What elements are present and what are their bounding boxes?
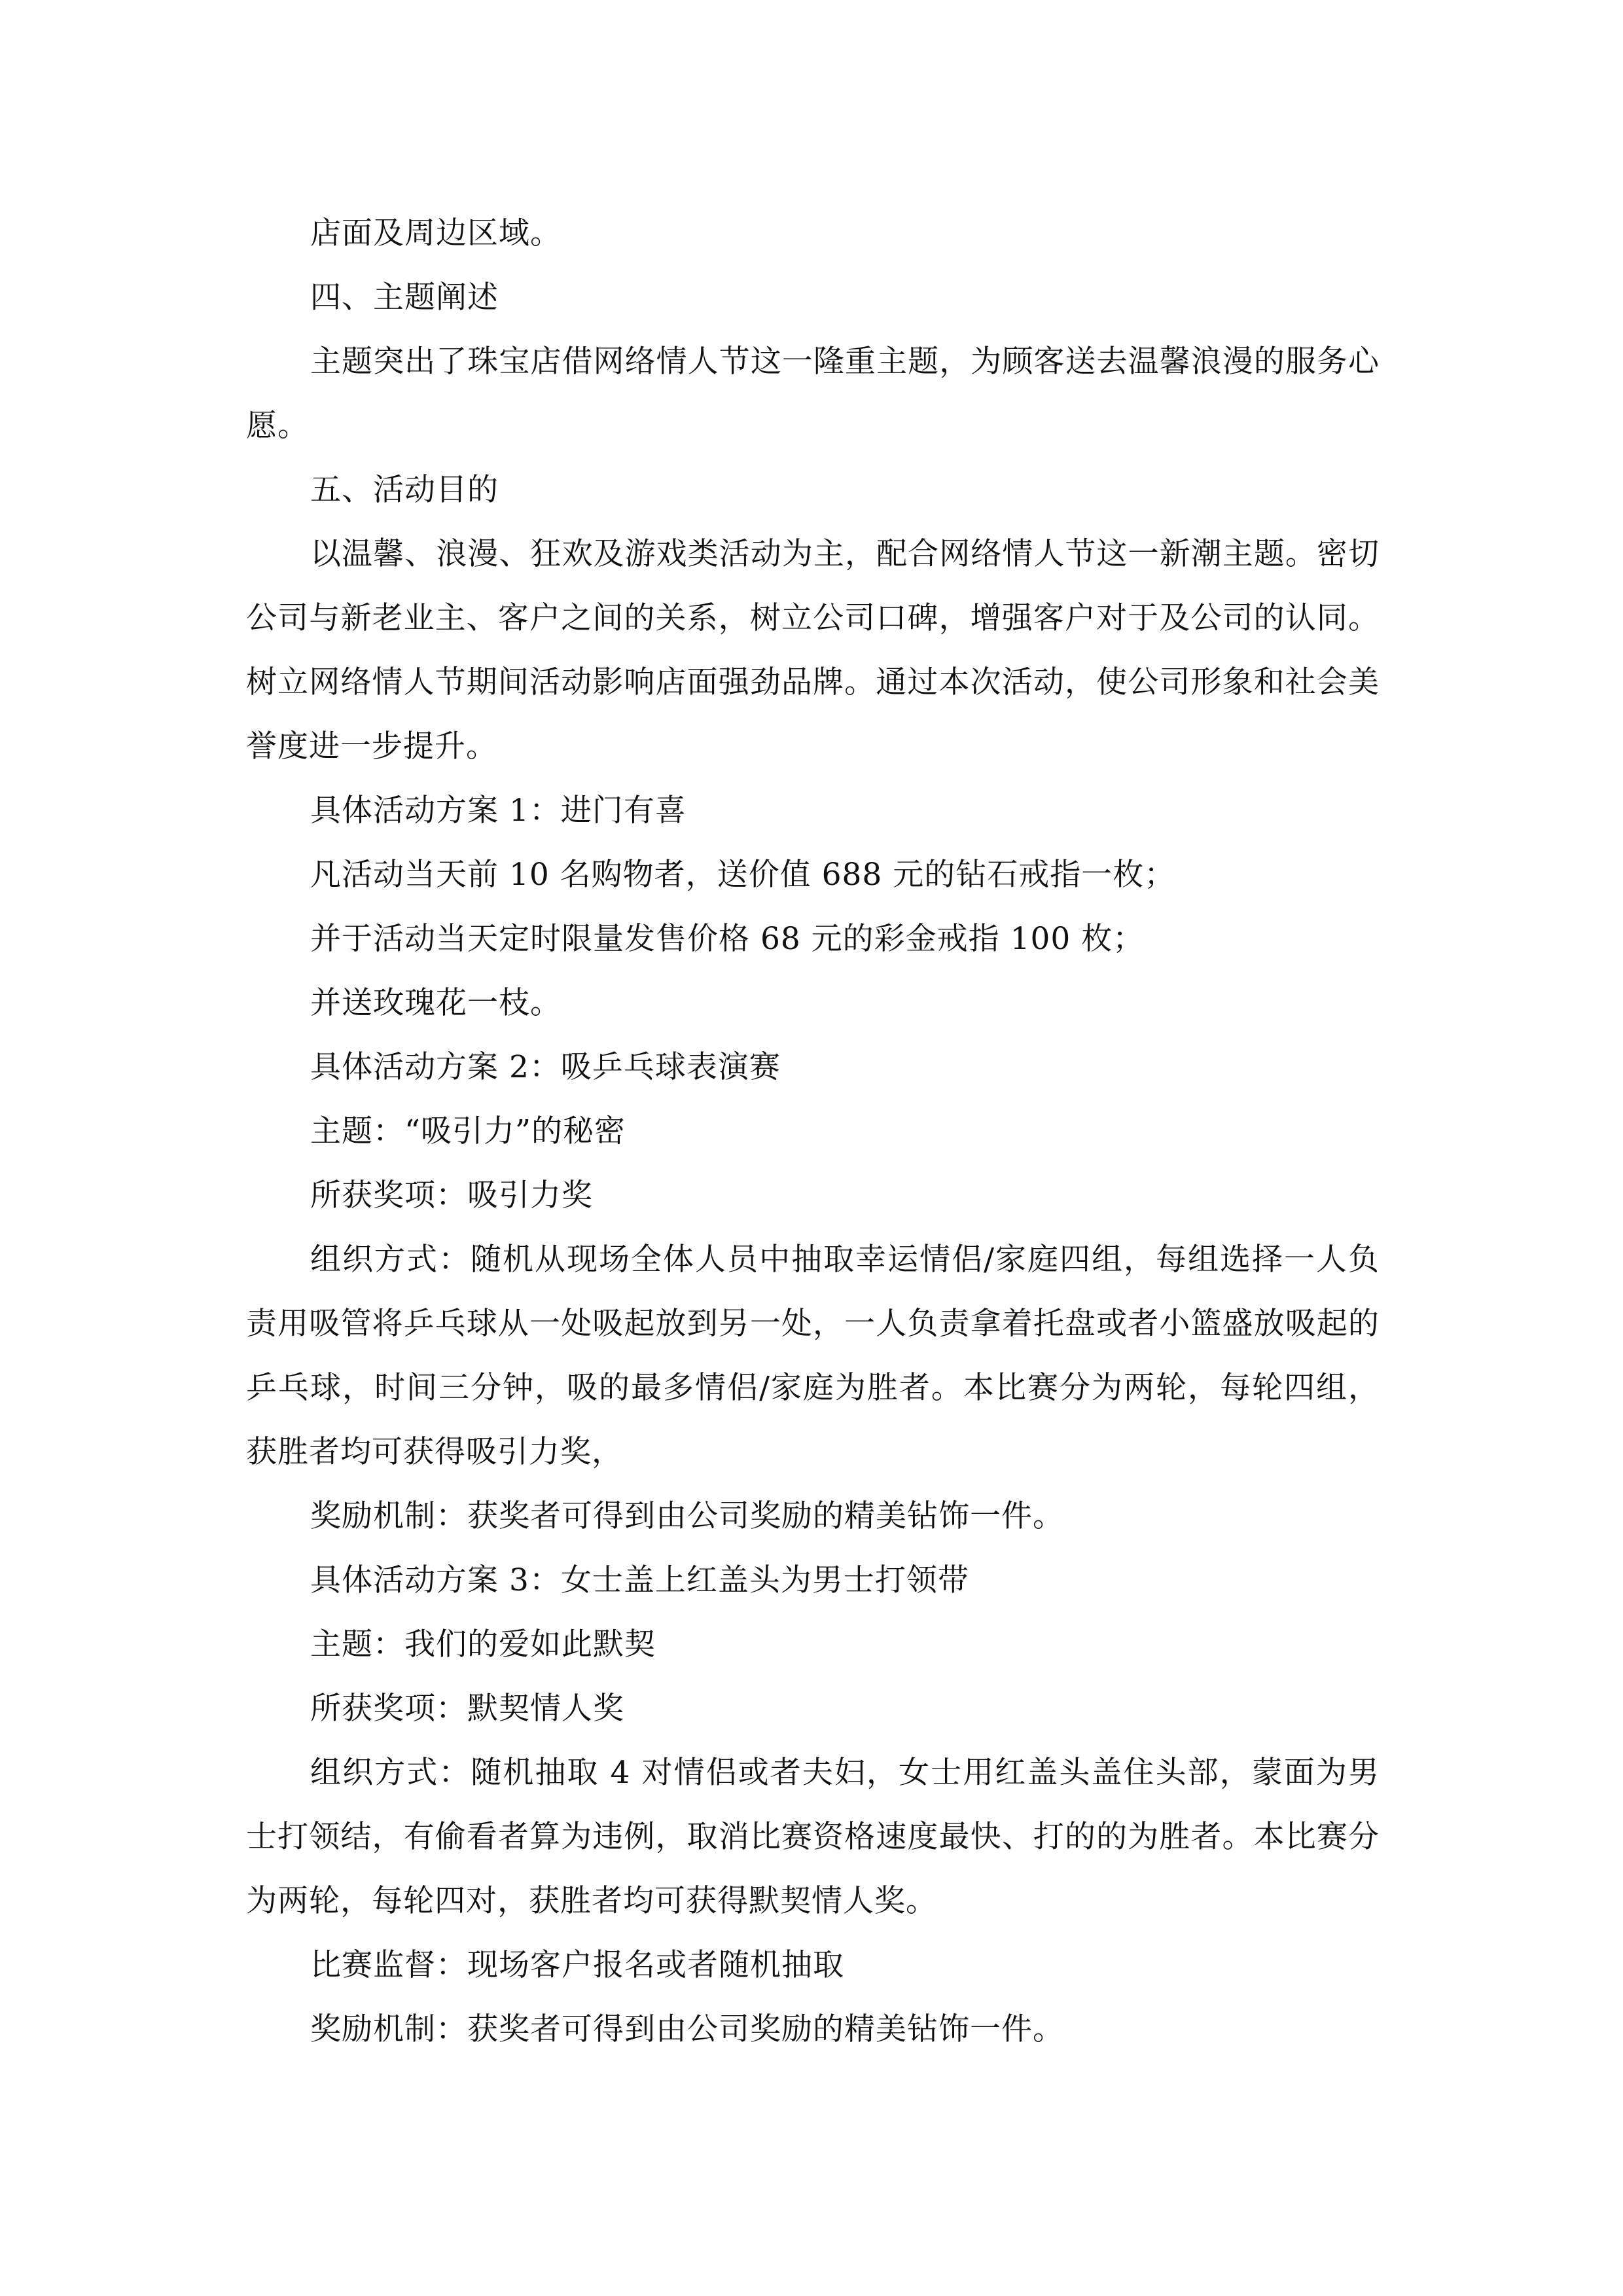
- paragraph: 凡活动当天前 10 名购物者，送价值 688 元的钻石戒指一枚；: [310, 857, 1176, 893]
- section-heading: 五、活动目的: [310, 472, 499, 508]
- section-heading: 四、主题阐述: [310, 279, 499, 315]
- paragraph: 所获奖项：吸引力奖: [310, 1177, 593, 1213]
- paragraph: 所获奖项：默契情人奖: [310, 1691, 624, 1727]
- paragraph: 以温馨、浪漫、狂欢及游戏类活动为主，配合网络情人节这一新潮主题。密切公司与新老业主、客户之间的关系，树立公司口碑，增强客户对于及公司的认同。树立网络情人节期间活动影响店面强劲品牌。通过本次活动，使公司形象和社会美誉度进一步提升。: [246, 536, 1380, 764]
- plan-heading: 具体活动方案 3：女士盖上红盖头为男士打领带: [310, 1562, 969, 1598]
- document-body: [246, 202, 1380, 2062]
- paragraph: 组织方式：随机抽取 4 对情侣或者夫妇，女士用红盖头盖住头部，蒙面为男士打领结，有偷看者算为违例，取消比赛资格速度最快、打的的为胜者。本比赛分为两轮，每轮四对，获胜者均可获得默契情人奖。: [246, 1755, 1380, 1919]
- paragraph: 组织方式：随机从现场全体人员中抽取幸运情侣/家庭四组，每组选择一人负责用吸管将乒乓球从一处吸起放到另一处，一人负责拿着托盘或者小篮盛放吸起的乒乓球，时间三分钟，吸的最多情侣/家庭为胜者。本比赛分为两轮，每轮四组，获胜者均可获得吸引力奖，: [246, 1242, 1380, 1470]
- paragraph: 奖励机制：获奖者可得到由公司奖励的精美钻饰一件。: [310, 2011, 1064, 2047]
- paragraph: 并送玫瑰花一枝。: [310, 985, 562, 1021]
- paragraph: 主题突出了珠宝店借网络情人节这一隆重主题，为顾客送去温馨浪漫的服务心愿。: [246, 344, 1380, 444]
- paragraph: 奖励机制：获奖者可得到由公司奖励的精美钻饰一件。: [310, 1498, 1064, 1534]
- plan-heading: 具体活动方案 1：进门有喜: [310, 793, 687, 829]
- paragraph: 比赛监督：现场客户报名或者随机抽取: [310, 1947, 844, 1983]
- plan-heading: 具体活动方案 2：吸乒乓球表演赛: [310, 1049, 781, 1085]
- paragraph: 并于活动当天定时限量发售价格 68 元的彩金戒指 100 枚；: [310, 921, 1145, 957]
- paragraph: 主题：我们的爱如此默契: [310, 1626, 656, 1662]
- paragraph: 店面及周边区域。: [310, 215, 562, 251]
- paragraph: 主题：“吸引力”的秘密: [310, 1113, 626, 1149]
